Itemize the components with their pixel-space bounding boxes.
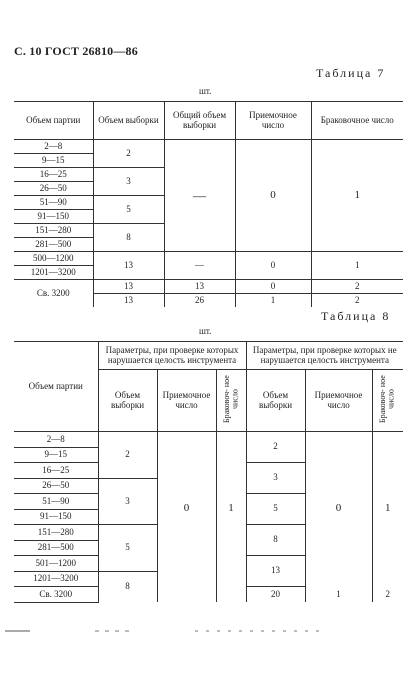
reject-cell: 1	[311, 252, 403, 280]
col-g1-sample: Объем выборки	[98, 370, 157, 432]
group-nondestructive: Параметры, при проверке которых не нарушается целость инструмента	[246, 342, 403, 370]
lot-cell: 26—50	[14, 182, 93, 196]
lot-cell: 91—150	[14, 509, 98, 525]
table-row	[14, 252, 403, 266]
table-7-unit: шт.	[199, 86, 212, 96]
accept-cell: 1	[235, 294, 311, 308]
g2-accept-cell: 0	[305, 432, 372, 587]
g1-accept-cell-empty	[157, 587, 216, 603]
g1-sample-cell: 2	[98, 432, 157, 479]
g1-sample-cell: 3	[98, 478, 157, 525]
g2-sample-cell: 13	[246, 556, 305, 587]
g1-reject-cell-empty	[216, 587, 246, 603]
lot-cell: 51—90	[14, 196, 93, 210]
g1-accept-cell: 0	[157, 432, 216, 587]
table-row	[14, 587, 403, 603]
reject-cell: 2	[311, 294, 403, 308]
col-lot-size: Объем партии	[14, 102, 93, 140]
col-total-sample: Общий объем выборки	[164, 102, 235, 140]
sample-cell: 13	[93, 280, 164, 294]
col-g2-reject-label: Браковоч- ное число	[378, 375, 396, 424]
table-8	[14, 341, 403, 603]
accept-cell: 0	[235, 140, 311, 252]
total-cell: —	[164, 140, 235, 252]
g1-sample-cell: 8	[98, 571, 157, 602]
col-g1-reject-label: Браковоч- ное число	[221, 375, 240, 424]
lot-cell: 500—1200	[14, 252, 93, 266]
reject-cell: 1	[311, 140, 403, 252]
lot-cell: 16—25	[14, 463, 98, 479]
g1-sample-cell: 5	[98, 525, 157, 572]
g2-sample-cell: 3	[246, 463, 305, 494]
lot-cell: Св. 3200	[14, 280, 93, 308]
sample-cell: 8	[93, 224, 164, 252]
table-7-title: Таблица 7	[316, 66, 386, 80]
lot-cell: 51—90	[14, 494, 98, 510]
sample-cell: 13	[93, 252, 164, 280]
table-7	[14, 101, 403, 307]
total-cell: —	[164, 252, 235, 280]
lot-cell: 151—280	[14, 525, 98, 541]
col-reject-number: Браковочное число	[311, 102, 403, 140]
table-row	[14, 432, 403, 448]
g1-reject-cell: 1	[216, 432, 246, 587]
col-g2-sample: Объем выборки	[246, 370, 305, 432]
lot-cell: 9—15	[14, 447, 98, 463]
accept-cell: 0	[235, 280, 311, 294]
col-lot-size: Объем партии	[14, 342, 98, 432]
col-accept-number: Приемочное число	[235, 102, 311, 140]
g2-sample-cell: 5	[246, 494, 305, 525]
accept-cell: 0	[235, 252, 311, 280]
lot-cell: 501—1200	[14, 556, 98, 572]
table-8-unit: шт.	[199, 326, 212, 336]
lot-cell: 2—8	[44, 140, 63, 151]
total-cell: 26	[164, 294, 235, 308]
lot-cell: 281—500	[14, 238, 93, 252]
sample-cell: 2	[93, 140, 164, 168]
lot-cell: 151—280	[14, 224, 93, 238]
table-7-header-row	[14, 102, 403, 140]
g2-sample-cell: 20	[246, 587, 305, 603]
g2-reject-cell: 1	[372, 432, 403, 587]
lot-cell: 281—500	[14, 540, 98, 556]
g2-sample-cell: 8	[246, 525, 305, 556]
lot-cell: 9—15	[14, 154, 93, 168]
g2-sample-cell: 2	[246, 432, 305, 463]
lot-cell: 2—8	[46, 433, 65, 444]
sample-cell: 5	[93, 196, 164, 224]
col-g2-accept: Приемочное число	[305, 370, 372, 432]
g2-reject-cell: 2	[372, 587, 403, 603]
table-row	[14, 280, 403, 294]
page-footer-rule	[0, 626, 413, 636]
lot-cell: 26—50	[14, 478, 98, 494]
col-g2-reject	[372, 370, 403, 432]
col-g1-reject	[216, 370, 246, 432]
sample-cell: 13	[93, 294, 164, 308]
reject-cell: 2	[311, 280, 403, 294]
lot-cell: Св. 3200	[14, 587, 98, 603]
lot-cell: 1201—3200	[14, 571, 98, 587]
total-cell: 13	[164, 280, 235, 294]
col-sample-size: Объем выборки	[93, 102, 164, 140]
page-header: С. 10 ГОСТ 26810—86	[14, 44, 138, 58]
table-8-group-row	[14, 342, 403, 370]
col-g1-accept: Приемочное число	[157, 370, 216, 432]
group-destructive: Параметры, при проверке которых нарушается целость инструмента	[98, 342, 246, 370]
g2-accept-cell: 1	[305, 587, 372, 603]
lot-cell: 16—25	[14, 168, 93, 182]
sample-cell: 3	[93, 168, 164, 196]
table-row	[14, 140, 403, 154]
lot-cell: 1201—3200	[14, 266, 93, 280]
table-8-title: Таблица 8	[321, 309, 391, 323]
lot-cell: 91—150	[14, 210, 93, 224]
